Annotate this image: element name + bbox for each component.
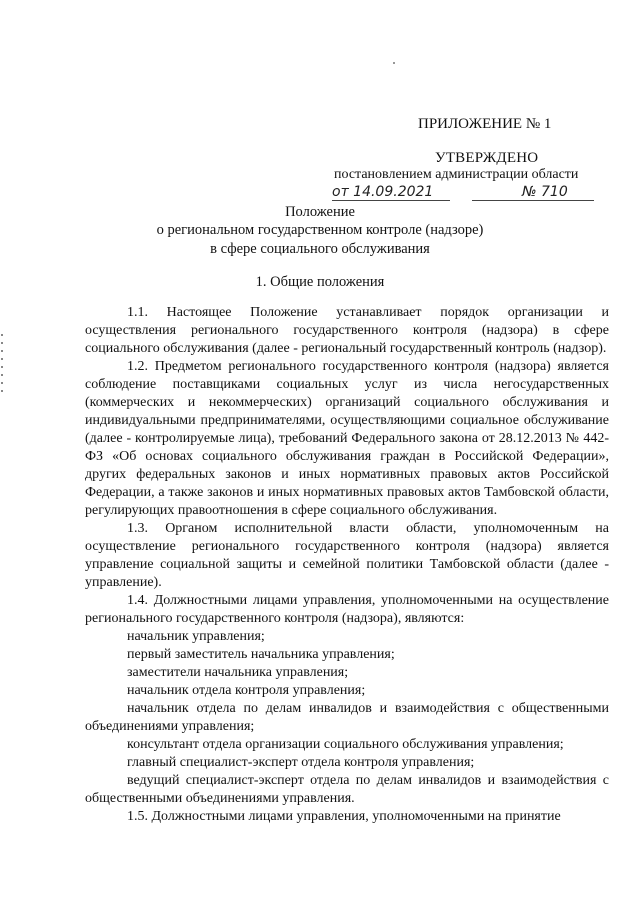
official-item: заместители начальника управления; xyxy=(127,665,349,680)
paragraph-1-1: 1.1. Настоящее Положение устанавливает порядок организации и осуществления регионального государственного контроля (надзора) в сфере социального обслуживания (далее - региональный государственный контроль (надзор). xyxy=(85,305,609,356)
doc-subtitle-line2: в сфере социального обслуживания xyxy=(210,241,430,257)
paragraph-1-5: 1.5. Должностными лицами управления, уполномоченными на принятие xyxy=(127,809,561,824)
official-item: начальник отдела по делам инвалидов и взаимодействия с общественными объединениями управления; xyxy=(85,701,609,734)
date-underline xyxy=(332,200,450,201)
section-heading: 1. Общие положения xyxy=(255,274,385,290)
number-underline xyxy=(472,200,594,201)
approved-label: УТВЕРЖДЕНО xyxy=(435,150,539,166)
official-item: первый заместитель начальника управления; xyxy=(127,647,395,662)
handwritten-number: № 710 xyxy=(522,184,568,200)
decree-label: постановлением администрации области xyxy=(334,167,579,182)
appendix-label: ПРИЛОЖЕНИЕ № 1 xyxy=(418,116,552,132)
official-item: консультант отдела организации социального обслуживания управления; xyxy=(127,737,564,752)
doc-subtitle-line1: о региональном государственном контроле (надзоре) xyxy=(156,222,484,238)
official-item: ведущий специалист-эксперт отдела по делам инвалидов и взаимодействия с общественными объединениями управления. xyxy=(85,773,609,806)
official-item: начальник управления; xyxy=(127,629,265,644)
handwritten-date: от 14.09.2021 xyxy=(332,184,434,200)
paragraph-1-2: 1.2. Предметом регионального государственного контроля (надзора) является соблюдение поставщиками социальных услуг из числа негосударственных (коммерческих и некоммерческих) организаций социального обслуживания и индивидуальными предпринимателями, осуществляющими социальное обслуживание (далее - контролируемые лица), требований Федерального закона от 28.12.2013 № 442-ФЗ «Об основах социального обслуживания граждан в Российской Федерации», других федеральных законов и иных нормативных правовых актов Российской Федерации, а также законов и иных нормативных правовых актов Тамбовской области, регулирующих правоотношения в сфере социального обслуживания. xyxy=(85,359,609,518)
scan-edge-mark xyxy=(0,328,4,418)
paragraph-1-4: 1.4. Должностными лицами управления, уполномоченными на осуществление регионального государственного контроля (надзора), являются: xyxy=(85,593,609,626)
doc-title: Положение xyxy=(285,204,355,220)
scan-speck xyxy=(393,62,395,64)
paragraph-1-3: 1.3. Органом исполнительной власти области, уполномоченным на осуществление регионального государственного контроля (надзора) является управление социальной защиты и семейной политики Тамбовской области (далее - управление). xyxy=(85,521,609,590)
official-item: главный специалист-эксперт отдела контроля управления; xyxy=(127,755,475,770)
official-item: начальник отдела контроля управления; xyxy=(127,683,366,698)
document-body xyxy=(85,304,609,826)
